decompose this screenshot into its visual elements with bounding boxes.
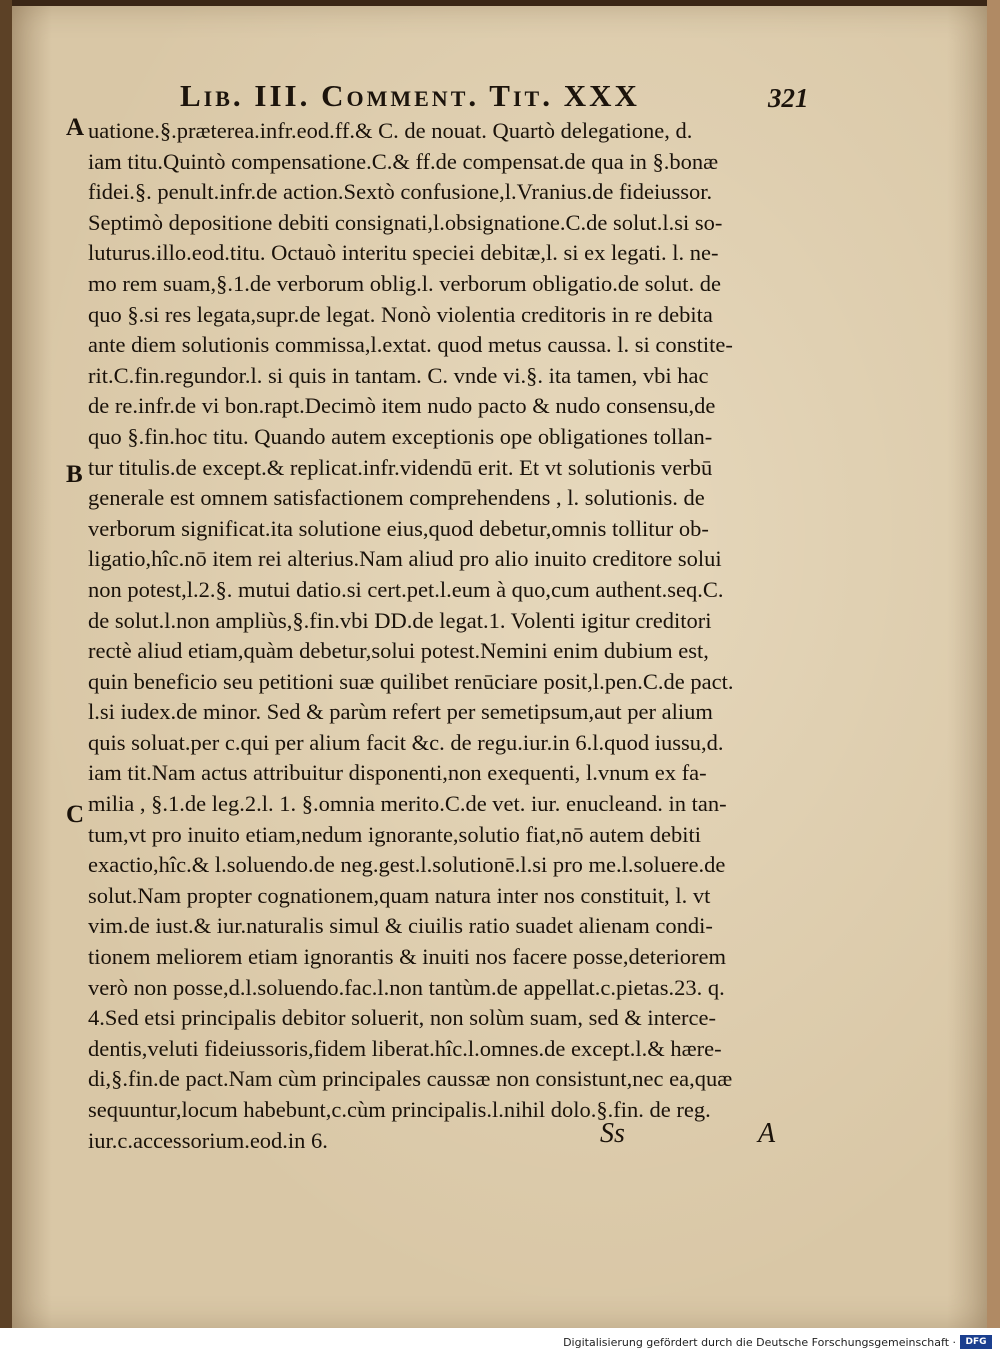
- margin-marker-c: C: [66, 801, 85, 828]
- text-line: Septimò depositione debiti consignati,l.obsignatione.C.de solut.l.si so-: [88, 209, 723, 235]
- text-line: tum,vt pro inuito etiam,nedum ignorante,solutio fiat,nō autem debiti: [88, 821, 702, 847]
- margin-marker-a: A: [66, 114, 85, 141]
- text-line: uatione.§.præterea.infr.eod.ff.& C. de nouat. Quartò delegatione, d.: [88, 118, 693, 143]
- text-line: exactio,hîc.& l.soluendo.de neg.gest.l.solutionē.l.si pro me.l.soluere.de: [88, 852, 726, 878]
- text-line: ante diem solutionis commissa,l.extat. quod metus caussa. l. si constite-: [88, 332, 733, 358]
- text-line: verborum significat.ita solutione eius,quod debetur,omnis tollitur ob-: [88, 515, 709, 541]
- margin-marker-b: B: [66, 461, 83, 488]
- text-line: vim.de iust.& iur.naturalis simul & ciuilis ratio suadet alienam condi-: [88, 913, 713, 939]
- text-line: non potest,l.2.§. mutui datio.si cert.pet.l.eum à quo,cum authent.seq.C.: [88, 576, 724, 602]
- text-line: quin beneficio seu petitioni suæ quilibet renūciare posit,l.pen.C.de pact.: [88, 668, 734, 694]
- text-line: dentis,veluti fideiussoris,fidem liberat.hîc.l.omnes.de except.l.& hære-: [88, 1035, 722, 1061]
- text-line: tionem meliorem etiam ignorantis & inuiti nos facere posse,deteriorem: [88, 944, 726, 970]
- book-spine-edge: [0, 0, 12, 1356]
- text-line: quo §.fin.hoc titu. Quando autem exceptionis ope obligationes tollan-: [88, 423, 713, 449]
- catchword: A: [758, 1118, 776, 1149]
- text-line: di,§.fin.de pact.Nam cùm principales caussæ non consistunt,nec ea,quæ: [88, 1066, 733, 1092]
- text-line: fidei.§. penult.infr.de action.Sextò confusione,l.Vranius.de fideiussor.: [88, 179, 713, 205]
- text-line: iur.c.accessorium.eod.in 6.: [88, 1127, 328, 1153]
- text-line: mo rem suam,§.1.de verborum oblig.l. verborum obligatio.de solut. de: [88, 270, 722, 296]
- text-line: milia , §.1.de leg.2.l. 1. §.omnia merito.C.de vet. iur. enucleand. in tan-: [88, 791, 727, 817]
- text-line: rectè aliud etiam,quàm debetur,solui potest.Nemini enim dubium est,: [88, 638, 709, 664]
- text-line: rit.C.fin.regundor.l. si quis in tantam. C. vnde vi.§. ita tamen, vbi hac: [88, 362, 709, 388]
- text-line: verò non posse,d.l.soluendo.fac.l.non tantùm.de appellat.c.pietas.23. q.: [88, 974, 725, 1000]
- text-line: ligatio,hîc.nō item rei alterius.Nam aliud pro alio inuito creditore solui: [88, 546, 722, 572]
- page-stack-edge: [987, 0, 1000, 1356]
- signature-mark: Ss: [600, 1118, 625, 1149]
- body-text: [88, 116, 806, 1156]
- text-line: solut.Nam propter cognationem,quam natura inter nos constituit, l. vt: [88, 882, 711, 908]
- funding-credit: Digitalisierung gefördert durch die Deutsche Forschungsgemeinschaft ·: [563, 1336, 956, 1349]
- text-line: 4.Sed etsi principalis debitor soluerit, non solùm suam, sed & interce-: [88, 1005, 717, 1031]
- text-line: l.si iudex.de minor. Sed & parùm refert per semetipsum,aut per alium: [88, 699, 713, 725]
- text-line: luturus.illo.eod.titu. Octauò interitu speciei debitæ,l. si ex legati. l. ne-: [88, 240, 719, 266]
- text-line: sequuntur,locum habebunt,c.cùm principalis.l.nihil dolo.§.fin. de reg.: [88, 1097, 711, 1122]
- folio-number: 321: [768, 83, 809, 113]
- text-line: iam tit.Nam actus attribuitur disponenti,non exequenti, l.vnum ex fa-: [88, 760, 707, 786]
- text-line: de re.infr.de vi bon.rapt.Decimò item nudo pacto & nudo consensu,de: [88, 393, 716, 419]
- text-line: quo §.si res legata,supr.de legat. Nonò violentia creditoris in re debita: [88, 301, 713, 327]
- dfg-logo: DFG: [960, 1335, 992, 1349]
- text-line: de solut.l.non ampliùs,§.fin.vbi DD.de legat.1. Volenti igitur creditori: [88, 607, 712, 633]
- text-line: quis soluat.per c.qui per alium facit &c. de regu.iur.in 6.l.quod iussu,d.: [88, 729, 724, 755]
- text-line: tur titulis.de except.& replicat.infr.videndū erit. Et vt solutionis verbū: [88, 454, 713, 480]
- text-line: iam titu.Quintò compensatione.C.& ff.de compensat.de qua in §.bonæ: [88, 148, 719, 174]
- running-title: Lib. III. Comment. Tit. XXX: [180, 78, 640, 113]
- text-line: generale est omnem satisfactionem comprehendens , l. solutionis. de: [88, 485, 705, 511]
